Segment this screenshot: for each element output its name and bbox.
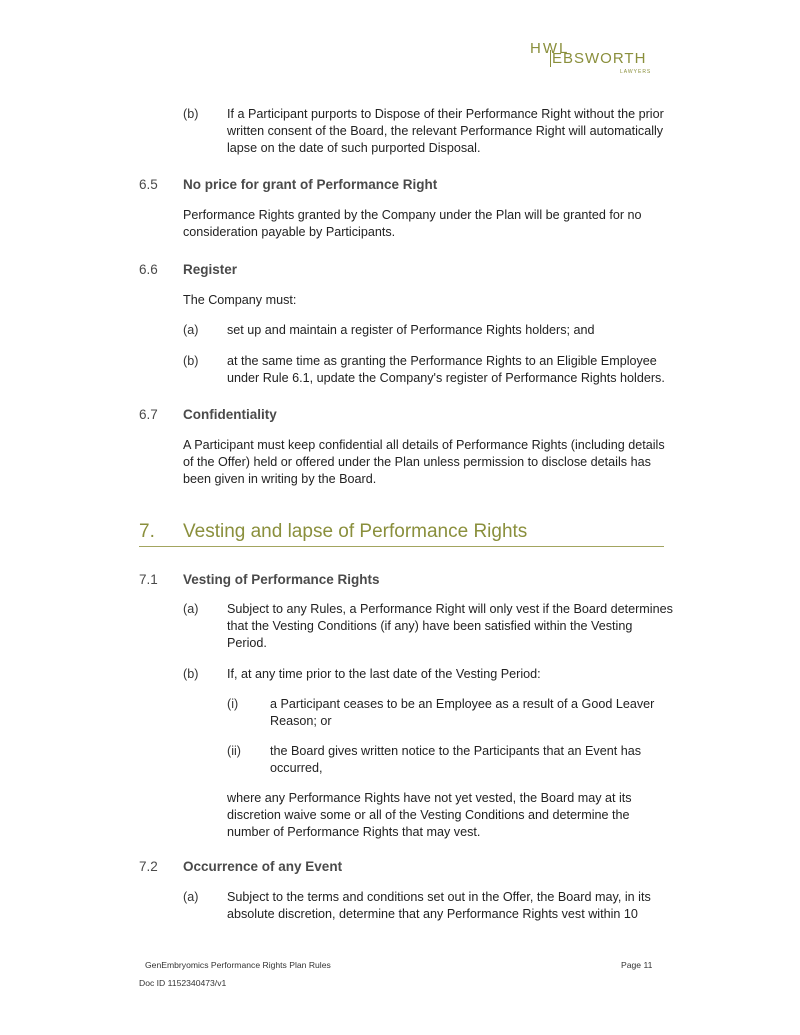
logo-line-1: HWL bbox=[530, 40, 570, 57]
clause-7-1-tail-line-2: discretion waive some or all of the Vesting Conditions and determine the bbox=[227, 808, 630, 822]
clause-6-7-line-1: A Participant must keep confidential all details of Performance Rights (including details bbox=[183, 438, 665, 452]
clause-7-1-heading: Vesting of Performance Rights bbox=[183, 572, 380, 587]
section-7-title: Vesting and lapse of Performance Rights bbox=[183, 521, 528, 542]
clause-7-1-b-i-line-2: Reason; or bbox=[270, 714, 332, 728]
section-7-number: 7. bbox=[139, 521, 155, 542]
clause-7-1-a-line-3: Period. bbox=[227, 636, 267, 650]
clause-6-7-heading: Confidentiality bbox=[183, 407, 277, 422]
clause-6-4-b-line-3: lapse on the date of such purported Disposal. bbox=[227, 141, 481, 155]
clause-7-1-b-i-label: (i) bbox=[227, 697, 239, 711]
clause-7-2-number: 7.2 bbox=[139, 859, 158, 874]
clause-7-1-b-i-line-1: a Participant ceases to be an Employee as a result of a Good Leaver bbox=[270, 697, 655, 711]
clause-6-6-intro: The Company must: bbox=[183, 293, 297, 307]
logo-divider bbox=[550, 50, 551, 67]
clause-6-5-line-1: Performance Rights granted by the Company under the Plan will be granted for no bbox=[183, 208, 642, 222]
clause-6-5-number: 6.5 bbox=[139, 177, 158, 192]
clause-7-1-number: 7.1 bbox=[139, 572, 158, 587]
clause-7-1-b-ii-line-2: occurred, bbox=[270, 761, 323, 775]
clause-6-6-heading: Register bbox=[183, 262, 238, 277]
clause-6-6-b-line-1: at the same time as granting the Performance Rights to an Eligible Employee bbox=[227, 354, 657, 368]
clause-6-5-line-2: consideration payable by Participants. bbox=[183, 225, 396, 239]
clause-6-6-a-text: set up and maintain a register of Performance Rights holders; and bbox=[227, 323, 595, 337]
clause-6-6-b-label: (b) bbox=[183, 354, 199, 368]
clause-7-1-b-label: (b) bbox=[183, 667, 199, 681]
clause-7-2-heading: Occurrence of any Event bbox=[183, 859, 343, 874]
clause-7-1-a-label: (a) bbox=[183, 602, 199, 616]
clause-6-4-b-line-1: If a Participant purports to Dispose of their Performance Right without the prior bbox=[227, 107, 664, 121]
clause-6-4-b-line-2: written consent of the Board, the relevant Performance Right will automatically bbox=[227, 124, 664, 138]
clause-6-7-line-2: of the Offer) held or offered under the Plan unless permission to disclose details has bbox=[183, 455, 651, 469]
clause-6-6-a-label: (a) bbox=[183, 323, 199, 337]
clause-6-6-b-line-2: under Rule 6.1, update the Company's register of Performance Rights holders. bbox=[227, 371, 665, 385]
clause-7-1-b-text: If, at any time prior to the last date of the Vesting Period: bbox=[227, 667, 541, 681]
clause-7-2-a-line-1: Subject to the terms and conditions set out in the Offer, the Board may, in its bbox=[227, 890, 651, 904]
footer-doc-id: Doc ID 1152340473/v1 bbox=[139, 978, 227, 988]
clause-6-5-heading: No price for grant of Performance Right bbox=[183, 177, 438, 192]
clause-7-1-b-ii-label: (ii) bbox=[227, 744, 241, 758]
clause-7-2-a-line-2: absolute discretion, determine that any Performance Rights vest within 10 bbox=[227, 907, 638, 921]
clause-7-1-a-line-1: Subject to any Rules, a Performance Right will only vest if the Board determines bbox=[227, 602, 673, 616]
section-7-rule bbox=[139, 546, 664, 547]
clause-7-1-tail-line-3: number of Performance Rights that may vest. bbox=[227, 825, 481, 839]
clause-7-2-a-label: (a) bbox=[183, 890, 199, 904]
logo-line-3: LAWYERS bbox=[620, 69, 652, 75]
clause-7-1-tail-line-1: where any Performance Rights have not yet vested, the Board may at its bbox=[227, 791, 632, 805]
footer-doc-title: GenEmbryomics Performance Rights Plan Rules bbox=[145, 960, 331, 970]
logo-line-2: EBSWORTH bbox=[552, 50, 647, 67]
hwl-ebsworth-logo bbox=[526, 40, 656, 80]
clause-6-6-number: 6.6 bbox=[139, 262, 158, 277]
clause-7-1-b-ii-line-1: the Board gives written notice to the Participants that an Event has bbox=[270, 744, 642, 758]
clause-6-7-number: 6.7 bbox=[139, 407, 158, 422]
clause-7-1-a-line-2: that the Vesting Conditions (if any) have been satisfied within the Vesting bbox=[227, 619, 633, 633]
clause-6-7-line-3: been given in writing by the Board. bbox=[183, 472, 377, 486]
footer-page-number: Page 11 bbox=[621, 960, 653, 970]
clause-6-4-b-label: (b) bbox=[183, 107, 199, 121]
